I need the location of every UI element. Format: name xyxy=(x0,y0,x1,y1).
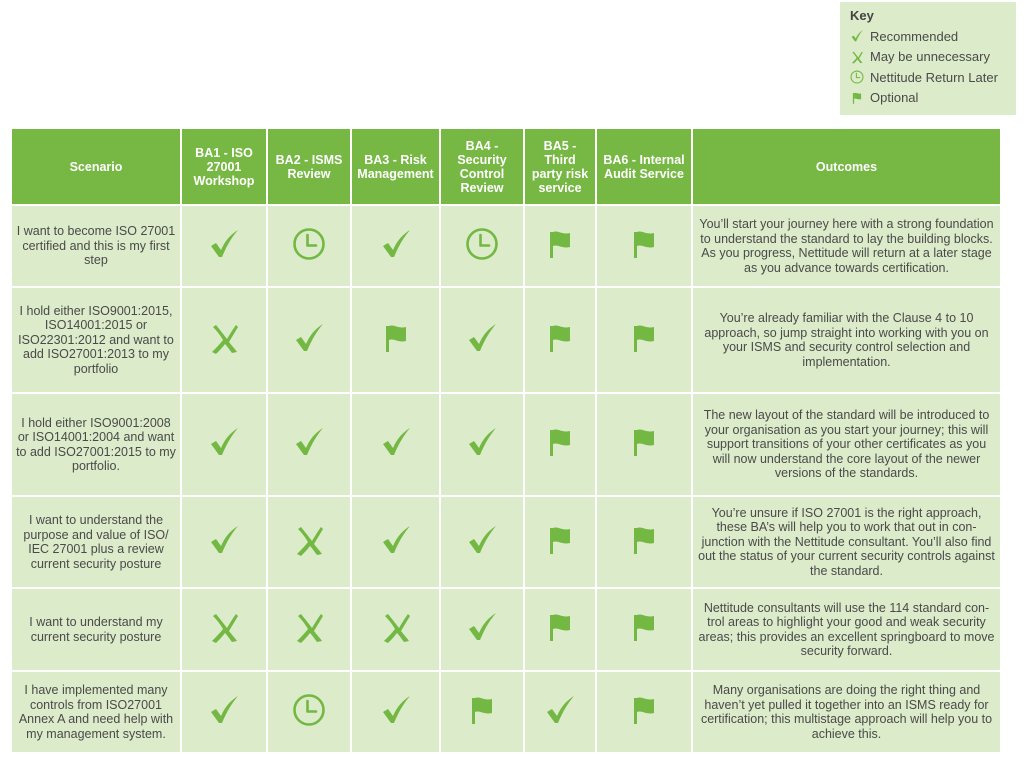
table-header-row xyxy=(12,129,1000,204)
ba-cell xyxy=(525,394,595,495)
ba-cell xyxy=(268,206,350,286)
ba-cell xyxy=(525,497,595,587)
check-icon xyxy=(379,425,413,464)
key-item-label: Optional xyxy=(870,90,919,106)
outcome-cell: Nettitude consultants will use the 114 standard con-trol areas to highlight your good and weak security areas; this provides an excellent springboard to move security forward. xyxy=(693,589,1000,670)
check-icon xyxy=(543,693,577,732)
ba-cell xyxy=(268,288,350,392)
header-ba3: BA3 - Risk Management xyxy=(352,129,439,204)
check-icon xyxy=(292,425,326,464)
flag-icon xyxy=(543,610,577,649)
key-item-label: Recommended xyxy=(870,28,959,44)
table-row xyxy=(12,206,1000,286)
ba-cell xyxy=(525,206,595,286)
ba-cell xyxy=(352,672,439,752)
key-legend xyxy=(840,2,1016,115)
ba-cell xyxy=(352,497,439,587)
flag-icon xyxy=(543,425,577,464)
header-ba5: BA5 - Third party risk service xyxy=(525,129,595,204)
scenario-cell: I hold either ISO9001:2015, ISO14001:2015 or ISO22301:2012 and want to add ISO27001:2013 to my portfolio xyxy=(12,288,180,392)
ba-cell xyxy=(441,394,523,495)
scenario-cell: I hold either ISO9001:2008 or ISO14001:2004 and want to add ISO27001:2015 to my portfolio. xyxy=(12,394,180,495)
ba-cell xyxy=(352,394,439,495)
ba-cell xyxy=(182,589,266,670)
flag-icon xyxy=(627,693,661,732)
clock-icon xyxy=(292,693,326,732)
ba-cell xyxy=(597,394,691,495)
key-item xyxy=(850,47,1006,68)
ba-cell xyxy=(182,206,266,286)
check-icon xyxy=(292,321,326,360)
outcome-cell: The new layout of the standard will be introduced to your organisation as you start your journey; this will support transitions of your other certificates as you will now understand the core layout of the newer versions of the standards. xyxy=(693,394,1000,495)
ba-cell xyxy=(525,288,595,392)
ba-cell xyxy=(352,589,439,670)
ba-cell xyxy=(441,497,523,587)
key-item xyxy=(850,88,1006,109)
flag-icon xyxy=(379,321,413,360)
outcome-cell: Many organisations are doing the right thing and haven’t yet pulled it together into an ISMS ready for certification; this multistage approach will help you to achieve this. xyxy=(693,672,1000,752)
ba-cell xyxy=(352,288,439,392)
ba-cell xyxy=(441,672,523,752)
flag-icon xyxy=(543,227,577,266)
flag-icon xyxy=(627,227,661,266)
check-icon xyxy=(850,29,870,43)
check-icon xyxy=(465,523,499,562)
check-icon xyxy=(207,227,241,266)
ba-cell xyxy=(268,672,350,752)
check-icon xyxy=(465,425,499,464)
ba-cell xyxy=(597,288,691,392)
ba-cell xyxy=(352,206,439,286)
ba-cell xyxy=(268,589,350,670)
ba-cell xyxy=(268,497,350,587)
scenario-table xyxy=(10,127,1002,754)
outcome-cell: You’ll start your journey here with a strong foundation to understand the standard to lay the building blocks. As you progress, Nettitude will return at a later stage as you advance towards certification. xyxy=(693,206,1000,286)
ba-cell xyxy=(182,497,266,587)
ba-cell xyxy=(441,288,523,392)
check-icon xyxy=(207,693,241,732)
clock-icon xyxy=(850,70,870,84)
flag-icon xyxy=(543,321,577,360)
table-row xyxy=(12,589,1000,670)
scenario-cell: I want to understand the purpose and value of ISO/ IEC 27001 plus a review current security posture xyxy=(12,497,180,587)
check-icon xyxy=(379,523,413,562)
cross-icon xyxy=(207,610,241,649)
key-item-label: May be unnecessary xyxy=(870,49,990,65)
ba-cell xyxy=(597,497,691,587)
flag-icon xyxy=(627,321,661,360)
key-item xyxy=(850,26,1006,47)
ba-cell xyxy=(597,206,691,286)
header-ba1: BA1 - ISO 27001 Workshop xyxy=(182,129,266,204)
ba-cell xyxy=(182,288,266,392)
cross-icon xyxy=(850,50,870,64)
outcome-cell: You’re unsure if ISO 27001 is the right approach, these BA’s will help you to work that out in con-junction with the Nettitude consultant. You’ll also find out the status of your current security controls against the standard. xyxy=(693,497,1000,587)
flag-icon xyxy=(627,523,661,562)
key-item xyxy=(850,67,1006,88)
table-row xyxy=(12,288,1000,392)
scenario-cell: I want to understand my current security posture xyxy=(12,589,180,670)
header-scenario: Scenario xyxy=(12,129,180,204)
flag-icon xyxy=(543,523,577,562)
check-icon xyxy=(465,610,499,649)
scenario-cell: I want to become ISO 27001 certified and this is my first step xyxy=(12,206,180,286)
cross-icon xyxy=(207,321,241,360)
ba-cell xyxy=(525,672,595,752)
check-icon xyxy=(379,693,413,732)
cross-icon xyxy=(292,523,326,562)
table-row xyxy=(12,394,1000,495)
ba-cell xyxy=(441,589,523,670)
table-row xyxy=(12,497,1000,587)
key-title: Key xyxy=(850,8,874,23)
table-row xyxy=(12,672,1000,752)
cross-icon xyxy=(379,610,413,649)
header-outcomes: Outcomes xyxy=(693,129,1000,204)
cross-icon xyxy=(292,610,326,649)
key-item-label: Nettitude Return Later xyxy=(870,69,998,85)
check-icon xyxy=(465,321,499,360)
outcome-cell: You’re already familiar with the Clause 4 to 10 approach, so jump straight into working with you on your ISMS and security control selection and implementation. xyxy=(693,288,1000,392)
ba-cell xyxy=(597,672,691,752)
flag-icon xyxy=(850,91,870,105)
ba-cell xyxy=(441,206,523,286)
check-icon xyxy=(207,523,241,562)
header-ba6: BA6 - Internal Audit Service xyxy=(597,129,691,204)
flag-icon xyxy=(465,693,499,732)
ba-cell xyxy=(182,394,266,495)
clock-icon xyxy=(465,227,499,266)
check-icon xyxy=(207,425,241,464)
ba-cell xyxy=(268,394,350,495)
header-ba4: BA4 - Security Control Review xyxy=(441,129,523,204)
clock-icon xyxy=(292,227,326,266)
ba-cell xyxy=(597,589,691,670)
ba-cell xyxy=(182,672,266,752)
header-ba2: BA2 - ISMS Review xyxy=(268,129,350,204)
ba-cell xyxy=(525,589,595,670)
check-icon xyxy=(379,227,413,266)
flag-icon xyxy=(627,610,661,649)
scenario-cell: I have implemented many controls from ISO27001 Annex A and need help with my management system. xyxy=(12,672,180,752)
flag-icon xyxy=(627,425,661,464)
